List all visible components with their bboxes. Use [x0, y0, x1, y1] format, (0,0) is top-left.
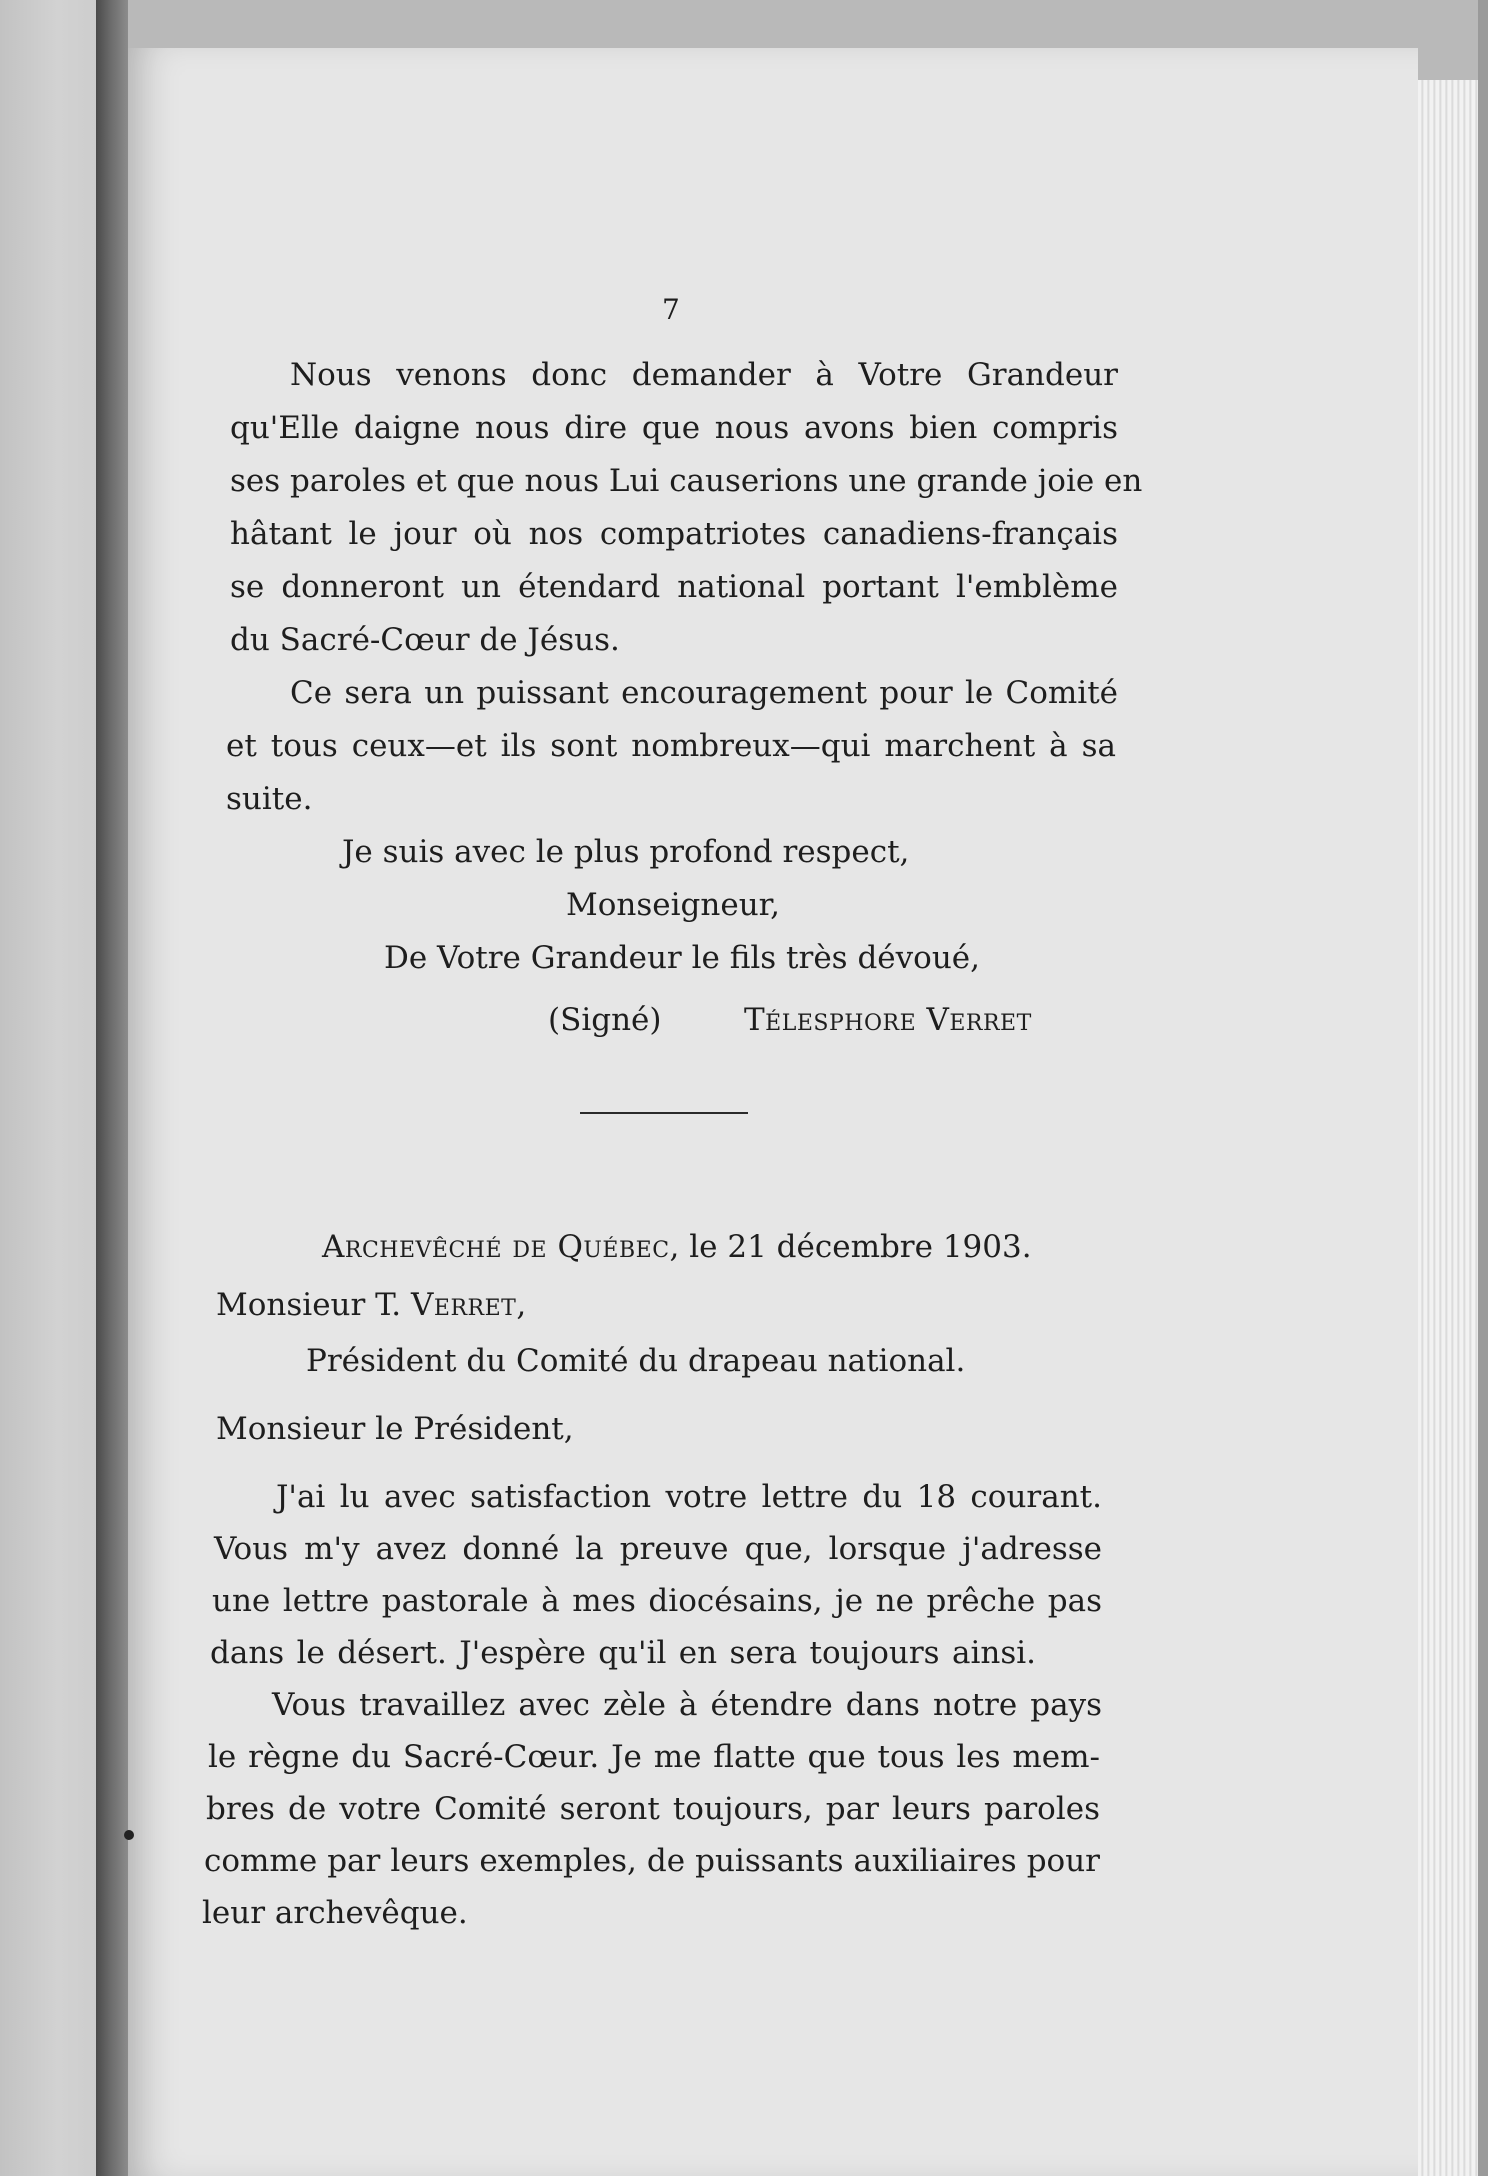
letter2-addressee-prefix: Monsieur T. — [216, 1287, 402, 1323]
previous-page-edge — [0, 0, 96, 2176]
page-stack-edge — [1418, 80, 1478, 2176]
letter1-line-8: et tous ceux—et ils sont nombreux—qui marchent à sa — [226, 728, 1116, 764]
background-strip — [1478, 0, 1488, 2176]
letter2-line-9: leur archevêque. — [202, 1895, 468, 1931]
letter1-line-5: se donneront un étendard national portant l'emblème — [230, 569, 1118, 605]
letter2-line-2: Vous m'y avez donné la preuve que, lorsque j'adresse — [214, 1531, 1102, 1567]
letter2-greeting: Monsieur le Président, — [216, 1411, 574, 1447]
letter2-addressee — [216, 1287, 527, 1323]
letter2-line-4: dans le désert. J'espère qu'il en sera toujours ainsi. — [210, 1635, 1036, 1671]
letter1-line-4: hâtant le jour où nos compatriotes canadiens-français — [230, 516, 1118, 552]
letter2-line-6: le règne du Sacré-Cœur. Je me flatte que tous les mem- — [208, 1739, 1100, 1775]
letter2-line-8: comme par leurs exemples, de puissants auxiliaires pour — [204, 1843, 1100, 1879]
letter1-line-6: du Sacré-Cœur de Jésus. — [230, 622, 620, 658]
page-number: 7 — [662, 293, 680, 326]
letter2-line-5: Vous travaillez avec zèle à étendre dans notre pays — [272, 1687, 1102, 1723]
letter2-line-7: bres de votre Comité seront toujours, par leurs paroles — [206, 1791, 1100, 1827]
letter1-line-1: Nous venons donc demander à Votre Grandeur — [290, 357, 1118, 393]
letter1-signoff: De Votre Grandeur le fils très dévoué, — [384, 940, 980, 976]
ink-dot — [124, 1830, 134, 1840]
letter2-addressee-title: Président du Comité du drapeau national. — [306, 1343, 966, 1379]
letter2-line-1: J'ai lu avec satisfaction votre lettre du 18 courant. — [276, 1479, 1102, 1515]
letter2-dateline — [322, 1229, 1032, 1265]
book-binding — [96, 0, 128, 2176]
letter2-addressee-name: Verret, — [411, 1287, 527, 1323]
separator-rule — [580, 1112, 748, 1114]
letter2-date: , le 21 décembre 1903. — [669, 1229, 1032, 1265]
letter2-line-3: une lettre pastorale à mes diocésains, je ne prêche pas — [212, 1583, 1102, 1619]
letter1-signed: (Signé) — [548, 1002, 662, 1038]
letter1-line-3: ses paroles et que nous Lui causerions une grande joie en — [230, 463, 1143, 499]
letter1-closing: Je suis avec le plus profond respect, — [342, 834, 910, 870]
letter2-place: Archevêché de Québec — [322, 1229, 670, 1265]
letter1-signatory: Télesphore Verret — [744, 1002, 1032, 1038]
letter1-line-9: suite. — [226, 781, 313, 817]
letter1-salutation: Monseigneur, — [566, 887, 780, 923]
letter1-line-7: Ce sera un puissant encouragement pour le Comité — [290, 675, 1118, 711]
letter1-line-2: qu'Elle daigne nous dire que nous avons bien compris — [230, 410, 1118, 446]
